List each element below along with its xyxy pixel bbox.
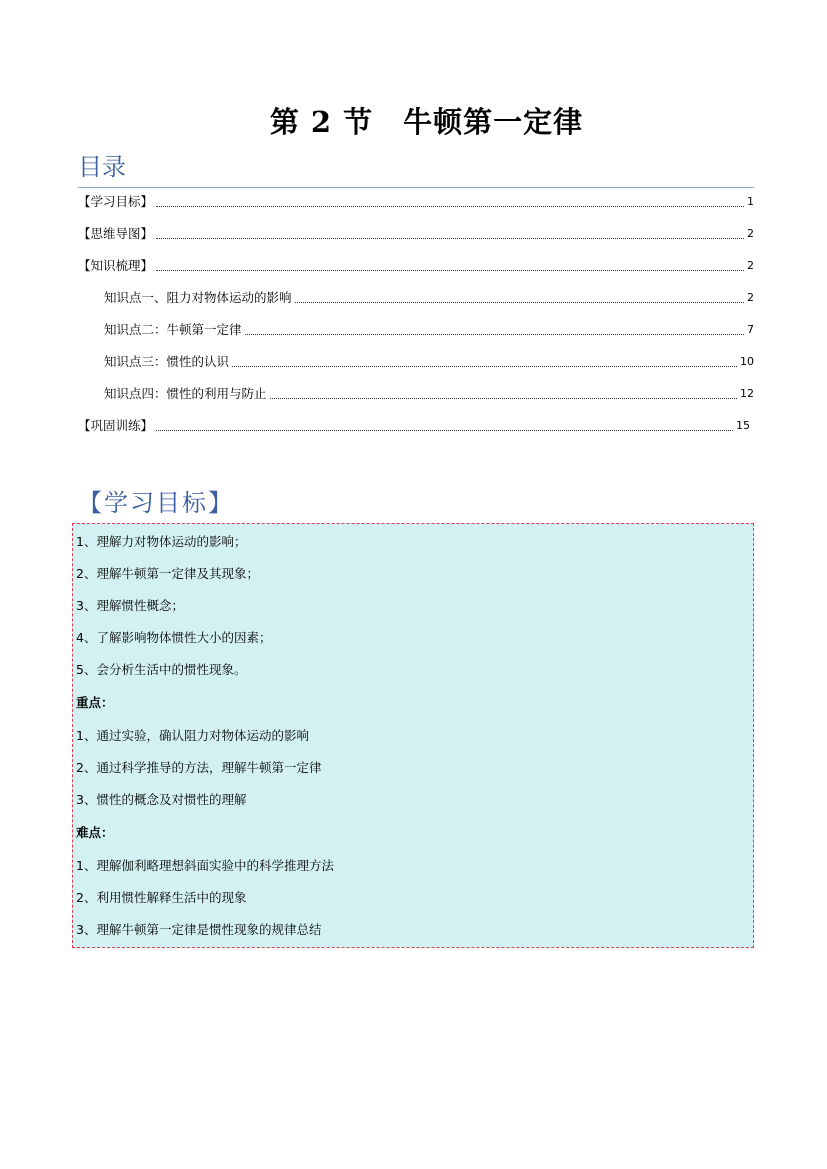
toc-entry-label: 知识点二：牛顿第一定律 [104, 322, 242, 337]
toc-entry-point-4[interactable] [104, 386, 754, 402]
toc-entry-objectives[interactable] [78, 194, 754, 210]
objective-item: 5、会分析生活中的惯性现象。 [76, 662, 247, 677]
toc-leader [295, 302, 744, 303]
toc-page-number: 2 [747, 227, 754, 240]
toc-page-number: 15 [736, 419, 750, 432]
key-point-item: 2、通过科学推导的方法，理解牛顿第一定律 [76, 760, 322, 775]
toc-entry-label: 【巩固训练】 [78, 418, 154, 433]
toc-entry-knowledge[interactable] [78, 258, 754, 274]
toc-leader [156, 238, 744, 239]
toc-entry-label: 知识点四：惯性的利用与防止 [104, 386, 267, 401]
key-point-item: 3、惯性的概念及对惯性的理解 [76, 792, 247, 807]
toc-leader [156, 430, 733, 431]
toc-entry-point-3[interactable] [104, 354, 754, 370]
key-points-label: 重点： [76, 695, 114, 710]
toc-entry-label: 知识点一、阻力对物体运动的影响 [104, 290, 292, 305]
toc-entry-label: 【思维导图】 [78, 226, 154, 241]
toc-divider [78, 187, 754, 188]
objective-item: 3、理解惯性概念； [76, 598, 184, 613]
toc-page-number: 7 [747, 323, 754, 336]
objectives-box [72, 523, 754, 948]
page-title: 第 2 节 牛顿第一定律 [269, 105, 584, 139]
toc-page-number: 1 [747, 195, 754, 208]
difficulties-label: 难点： [76, 825, 114, 840]
toc-page-number: 10 [740, 355, 754, 368]
toc-entry-practice[interactable] [78, 418, 750, 434]
toc-entry-label: 【学习目标】 [78, 194, 154, 209]
toc-entry-label: 知识点三：惯性的认识 [104, 354, 230, 369]
toc-entry-point-1[interactable] [104, 290, 754, 306]
toc-page-number: 2 [747, 259, 754, 272]
key-point-item: 1、通过实验，确认阻力对物体运动的影响 [76, 728, 309, 743]
difficulty-item: 3、理解牛顿第一定律是惯性现象的规律总结 [76, 922, 322, 937]
toc-page-number: 2 [747, 291, 754, 304]
toc-heading: 目录 [78, 153, 126, 181]
objective-item: 4、了解影响物体惯性大小的因素； [76, 630, 272, 645]
toc-leader [245, 334, 744, 335]
toc-leader [232, 366, 737, 367]
toc-entry-label: 【知识梳理】 [78, 258, 154, 273]
difficulty-item: 1、理解伽利略理想斜面实验中的科学推理方法 [76, 858, 334, 873]
section-heading-objectives: 【学习目标】 [78, 489, 234, 517]
toc-leader [156, 270, 744, 271]
toc-leader [156, 206, 744, 207]
toc-entry-mindmap[interactable] [78, 226, 754, 242]
objective-item: 1、理解力对物体运动的影响； [76, 534, 247, 549]
toc-page-number: 12 [740, 387, 754, 400]
difficulty-item: 2、利用惯性解释生活中的现象 [76, 890, 247, 905]
toc-entry-point-2[interactable] [104, 322, 754, 338]
objective-item: 2、理解牛顿第一定律及其现象； [76, 566, 259, 581]
toc-leader [270, 398, 737, 399]
